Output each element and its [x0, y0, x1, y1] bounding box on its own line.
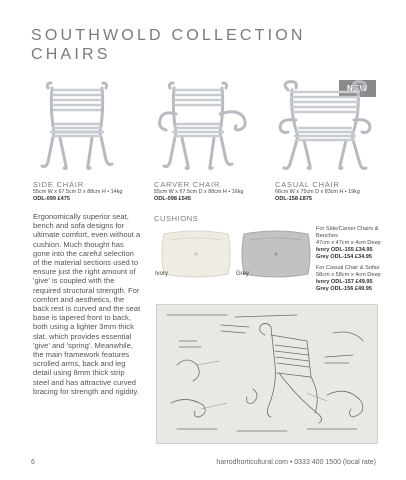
- grey-cushion-image: [238, 226, 314, 282]
- description: [33, 212, 141, 396]
- side-cushion-ivory: Ivory ODL-155 £34.95: [316, 247, 373, 253]
- casual-cushion-heading: For Casual Chair & Sofas: [316, 265, 380, 271]
- product-code: ODL-098 £545: [154, 196, 192, 202]
- product-casual-chair: [275, 180, 360, 203]
- design-sketch: [156, 304, 378, 444]
- page-title: [31, 26, 306, 64]
- casual-cushion-ivory: Ivory ODL-157 £49.95: [316, 279, 373, 285]
- grey-label: Grey: [236, 271, 250, 277]
- side-cushion-grey: Grey ODL-154 £34.95: [316, 254, 372, 260]
- title-line-1: SOUTHWOLD COLLECTION: [31, 27, 306, 44]
- side-chair-image: [30, 80, 130, 172]
- ivory-cushion-image: [158, 226, 234, 282]
- product-code: ODL-158 £875: [275, 196, 313, 202]
- sketch-drawing: [157, 305, 377, 443]
- side-cushion-heading: For Side/Carver Chairs & Benches: [316, 226, 379, 239]
- product-carver-chair: [154, 180, 243, 203]
- product-name: SIDE CHAIR: [33, 180, 84, 189]
- product-side-chair: [33, 180, 122, 203]
- carver-chair-image: [152, 80, 252, 172]
- cushion-pricing: [316, 226, 396, 293]
- product-name: CASUAL CHAIR: [275, 180, 340, 189]
- casual-chair-image: [274, 80, 378, 172]
- product-name: CARVER CHAIR: [154, 180, 221, 189]
- page-number: 6: [31, 459, 35, 466]
- cushions-heading: CUSHIONS: [154, 214, 199, 223]
- product-dims: 55cm W x 67.5cm D x 88cm H • 14kg: [33, 189, 123, 195]
- title-line-2: CHAIRS: [31, 46, 111, 63]
- product-dims: 66cm W x 75cm D x 83cm H • 19kg: [275, 189, 360, 195]
- footer-contact: harrodhorticultural.com • 0333 400 1500 (local rate): [216, 459, 376, 466]
- ivory-label: Ivory: [155, 271, 169, 277]
- description-text: Ergonomically superior seat, bench and sofa designs for ultimate comfort, even without a cushion. Much thought has gone into the careful selection of the material sections used to ensure just the right amount of 'give' is coupled with the required structural strength. For comfort and aesthetics, the back rest is curved and the seat base is tapered front to back, both using a lighter 3mm thick slat, which provides essential 'give' and 'spring'. Meanwhile, the main framework features scrolled arms, back and leg detail using 8mm thick strip steel and has attractive curved bracing for strength and rigidity.: [33, 212, 141, 396]
- product-dims: 55cm W x 67.5cm D x 88cm H • 16kg: [154, 189, 244, 195]
- side-cushion-size: 47cm x 47cm x 4cm Deep: [316, 240, 381, 246]
- new-badge: NEW: [339, 80, 376, 97]
- product-code: ODL-099 £475: [33, 196, 71, 202]
- casual-cushion-grey: Grey ODL-156 £49.95: [316, 286, 372, 292]
- casual-cushion-size: 58cm x 58cm x 4cm Deep: [316, 272, 381, 278]
